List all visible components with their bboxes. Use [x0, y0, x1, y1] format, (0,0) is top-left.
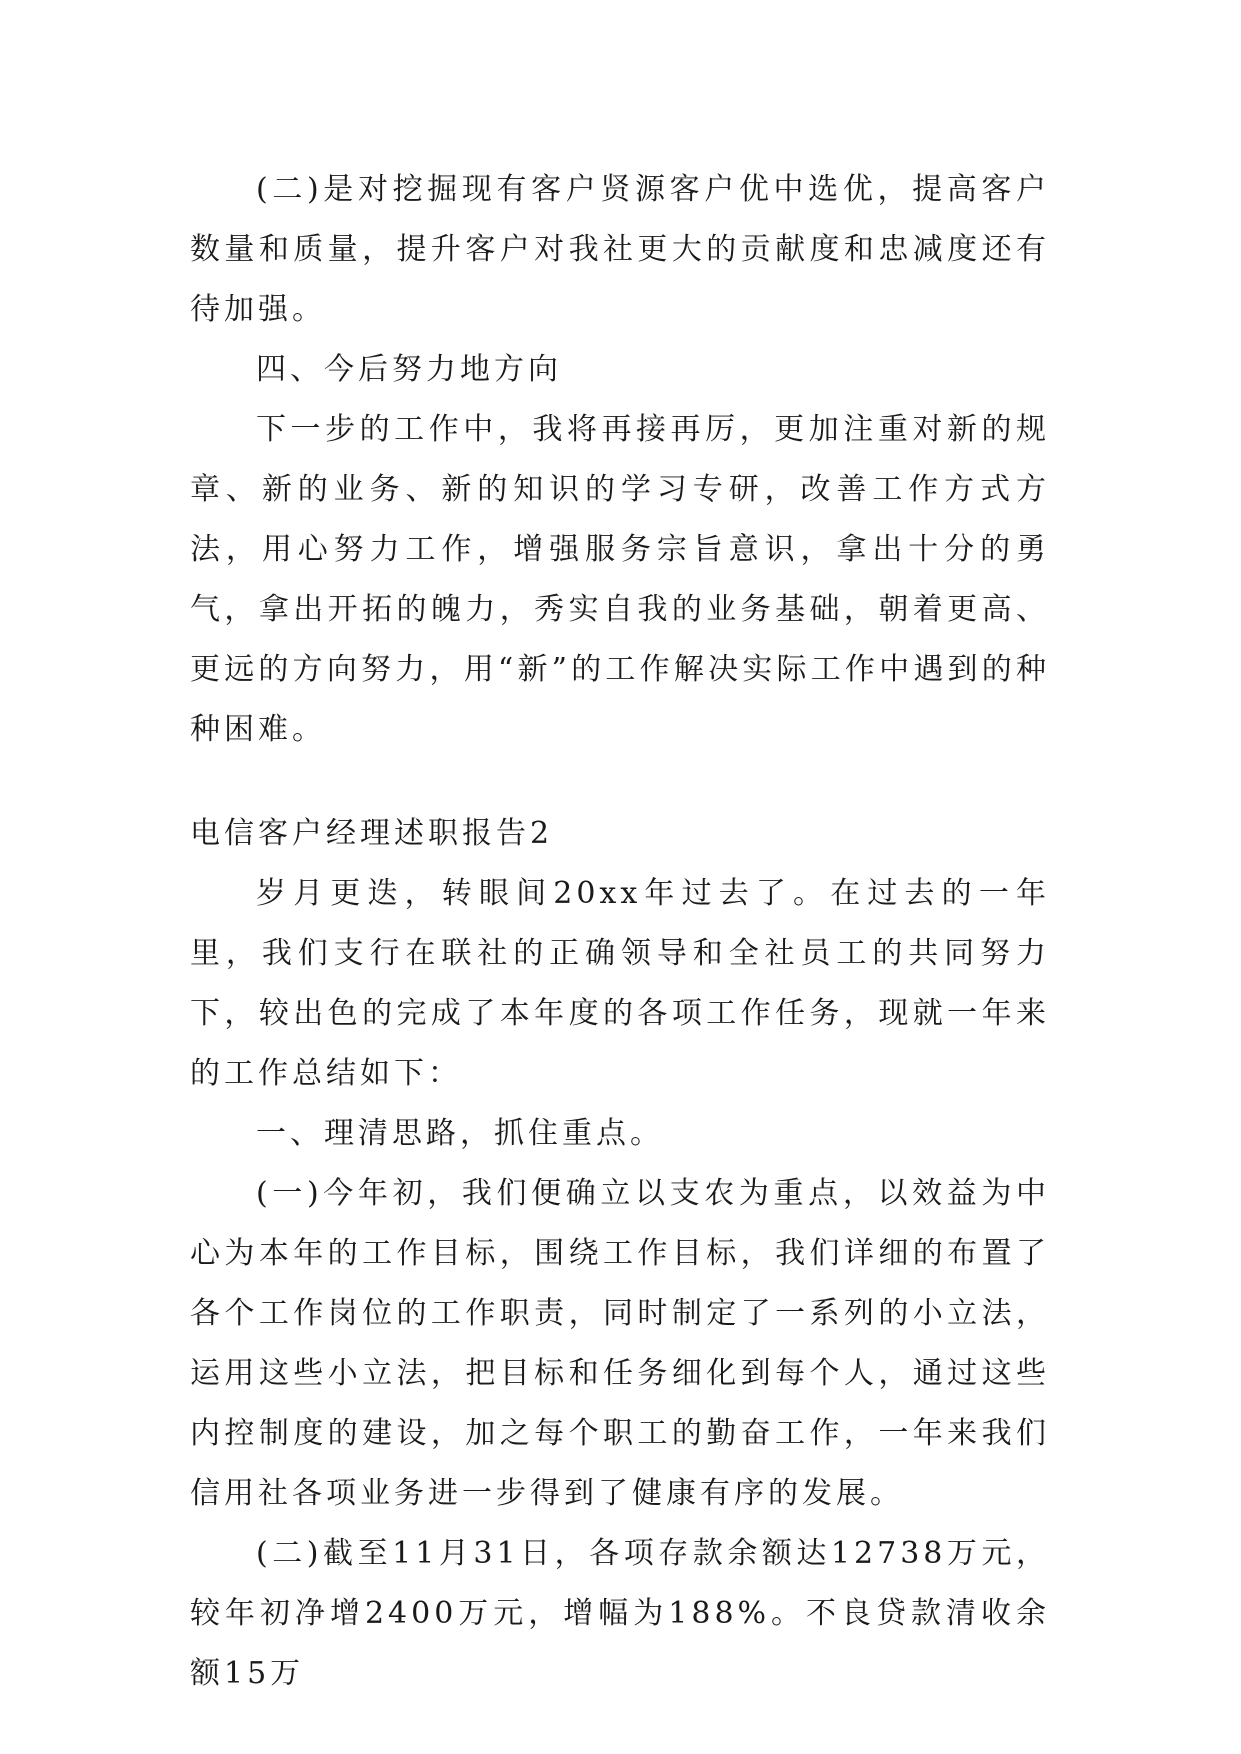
paragraph-deposit-figures: (二)截至11月31日，各项存款余额达12738万元，较年初净增2400万元，增幅为188%。不良贷款清收余额15万	[190, 1536, 1050, 1691]
document-page	[190, 160, 1050, 1704]
report-title: 电信客户经理述职报告2	[190, 816, 554, 851]
paragraph-annual-goals: (一)今年初，我们便确立以支农为重点，以效益为中心为本年的工作目标，围绕工作目标，我们详细的布置了各个工作岗位的工作职责，同时制定了一系列的小立法，运用这些小立法，把目标和任务细化到每个人，通过这些内控制度的建设，加之每个职工的勤奋工作，一年来我们信用社各项业务进一步得到了健康有序的发展。	[190, 1176, 1050, 1511]
paragraph-introduction: 岁月更迭，转眼间20xx年过去了。在过去的一年里，我们支行在联社的正确领导和全社员工的共同努力下，较出色的完成了本年度的各项工作任务，现就一年来的工作总结如下：	[190, 876, 1050, 1091]
section-heading-clear-thinking: 一、理清思路，抓住重点。	[256, 1116, 664, 1151]
paragraph-next-steps: 下一步的工作中，我将再接再厉，更加注重对新的规章、新的业务、新的知识的学习专研，改善工作方式方法，用心努力工作，增强服务宗旨意识，拿出十分的勇气，拿出开拓的魄力，秀实自我的业务基础，朝着更高、更远的方向努力，用“新”的工作解决实际工作中遇到的种种困难。	[190, 412, 1050, 747]
paragraph-customer-quality: (二)是对挖掘现有客户贤源客户优中选优，提高客户数量和质量，提升客户对我社更大的贡献度和忠减度还有待加强。	[190, 172, 1050, 327]
section-heading-future-direction: 四、今后努力地方向	[256, 352, 562, 387]
